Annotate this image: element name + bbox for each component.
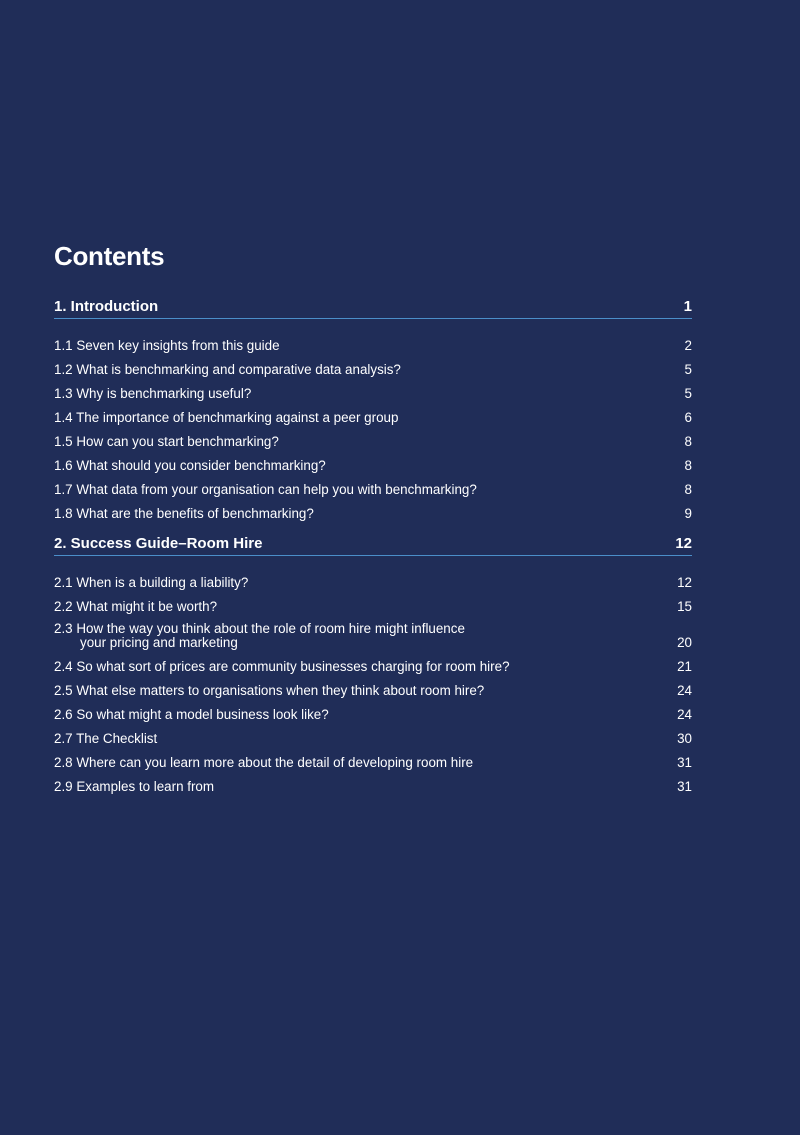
entry-number: 1.5 — [54, 434, 73, 449]
entry-title: What is benchmarking and comparative data analysis? — [76, 362, 401, 377]
entry-page: 9 — [684, 506, 692, 521]
section-heading[interactable] — [54, 535, 692, 556]
entry-number: 2.1 — [54, 575, 73, 590]
entry-title: So what sort of prices are community businesses charging for room hire? — [76, 659, 510, 674]
toc-entry[interactable] — [54, 454, 692, 478]
section-heading-label: 2. Success Guide–Room Hire — [54, 535, 263, 552]
entry-page: 20 — [677, 635, 692, 650]
entry-number: 1.6 — [54, 458, 73, 473]
entry-number: 1.1 — [54, 338, 73, 353]
section-heading-page: 12 — [675, 535, 692, 552]
entry-number: 1.4 — [54, 410, 73, 425]
toc-entry[interactable] — [54, 430, 692, 454]
entry-page: 24 — [677, 683, 692, 698]
entry-title: What data from your organisation can help you with benchmarking? — [76, 482, 477, 497]
entry-title: When is a building a liability? — [76, 575, 249, 590]
section-heading[interactable] — [54, 298, 692, 319]
entry-number: 2.5 — [54, 683, 73, 698]
entry-number: 2.4 — [54, 659, 73, 674]
toc-entry[interactable] — [54, 655, 692, 679]
entry-title: Where can you learn more about the detail of developing room hire — [76, 755, 474, 770]
toc-entry[interactable] — [54, 478, 692, 502]
entry-title: What else matters to organisations when they think about room hire? — [76, 683, 485, 698]
toc-entry[interactable] — [54, 703, 692, 727]
entry-page: 6 — [684, 410, 692, 425]
toc-entry[interactable] — [54, 382, 692, 406]
entry-number: 1.3 — [54, 386, 73, 401]
page-title: Contents — [54, 241, 165, 271]
toc-entries — [54, 571, 692, 799]
entry-number: 2.7 — [54, 731, 73, 746]
entry-page: 15 — [677, 599, 692, 614]
toc-entry[interactable] — [54, 502, 692, 526]
entry-page: 30 — [677, 731, 692, 746]
entry-page: 24 — [677, 707, 692, 722]
entry-number: 2.6 — [54, 707, 73, 722]
section-heading-label: 1. Introduction — [54, 298, 159, 315]
entry-page: 31 — [677, 779, 692, 794]
toc-entry[interactable] — [54, 619, 692, 655]
entry-title: How the way you think about the role of room hire might influence — [76, 621, 465, 636]
toc-entry[interactable] — [54, 571, 692, 595]
toc-entry[interactable] — [54, 727, 692, 751]
entry-title: What might it be worth? — [76, 599, 218, 614]
entry-page: 5 — [684, 362, 692, 377]
entry-title-continued: your pricing and marketing — [80, 635, 238, 650]
entry-number: 2.9 — [54, 779, 73, 794]
entry-page: 31 — [677, 755, 692, 770]
entry-page: 8 — [684, 482, 692, 497]
entry-title: How can you start benchmarking? — [76, 434, 279, 449]
toc-section-introduction — [54, 298, 692, 526]
entry-number: 2.2 — [54, 599, 73, 614]
entry-title: What are the benefits of benchmarking? — [76, 506, 314, 521]
toc-entry[interactable] — [54, 334, 692, 358]
entry-number: 2.3 — [54, 621, 73, 636]
entry-page: 8 — [684, 458, 692, 473]
section-heading-page: 1 — [683, 298, 692, 315]
toc-entries — [54, 334, 692, 526]
entry-number: 1.7 — [54, 482, 73, 497]
entry-title: The importance of benchmarking against a peer group — [76, 410, 399, 425]
toc-section-room-hire — [54, 535, 692, 799]
entry-page: 8 — [684, 434, 692, 449]
toc-entry[interactable] — [54, 595, 692, 619]
entry-title: The Checklist — [76, 731, 158, 746]
entry-number: 2.8 — [54, 755, 73, 770]
entry-title: Examples to learn from — [76, 779, 215, 794]
entry-page: 21 — [677, 659, 692, 674]
entry-page: 12 — [677, 575, 692, 590]
toc-entry[interactable] — [54, 751, 692, 775]
entry-page: 5 — [684, 386, 692, 401]
table-of-contents — [54, 238, 692, 799]
entry-number: 1.2 — [54, 362, 73, 377]
entry-title: Why is benchmarking useful? — [76, 386, 252, 401]
toc-entry[interactable] — [54, 406, 692, 430]
toc-entry[interactable] — [54, 775, 692, 799]
entry-title: Seven key insights from this guide — [76, 338, 280, 353]
entry-number: 1.8 — [54, 506, 73, 521]
entry-page: 2 — [684, 338, 692, 353]
toc-entry[interactable] — [54, 679, 692, 703]
entry-title: What should you consider benchmarking? — [76, 458, 326, 473]
toc-entry[interactable] — [54, 358, 692, 382]
entry-title: So what might a model business look like? — [76, 707, 329, 722]
